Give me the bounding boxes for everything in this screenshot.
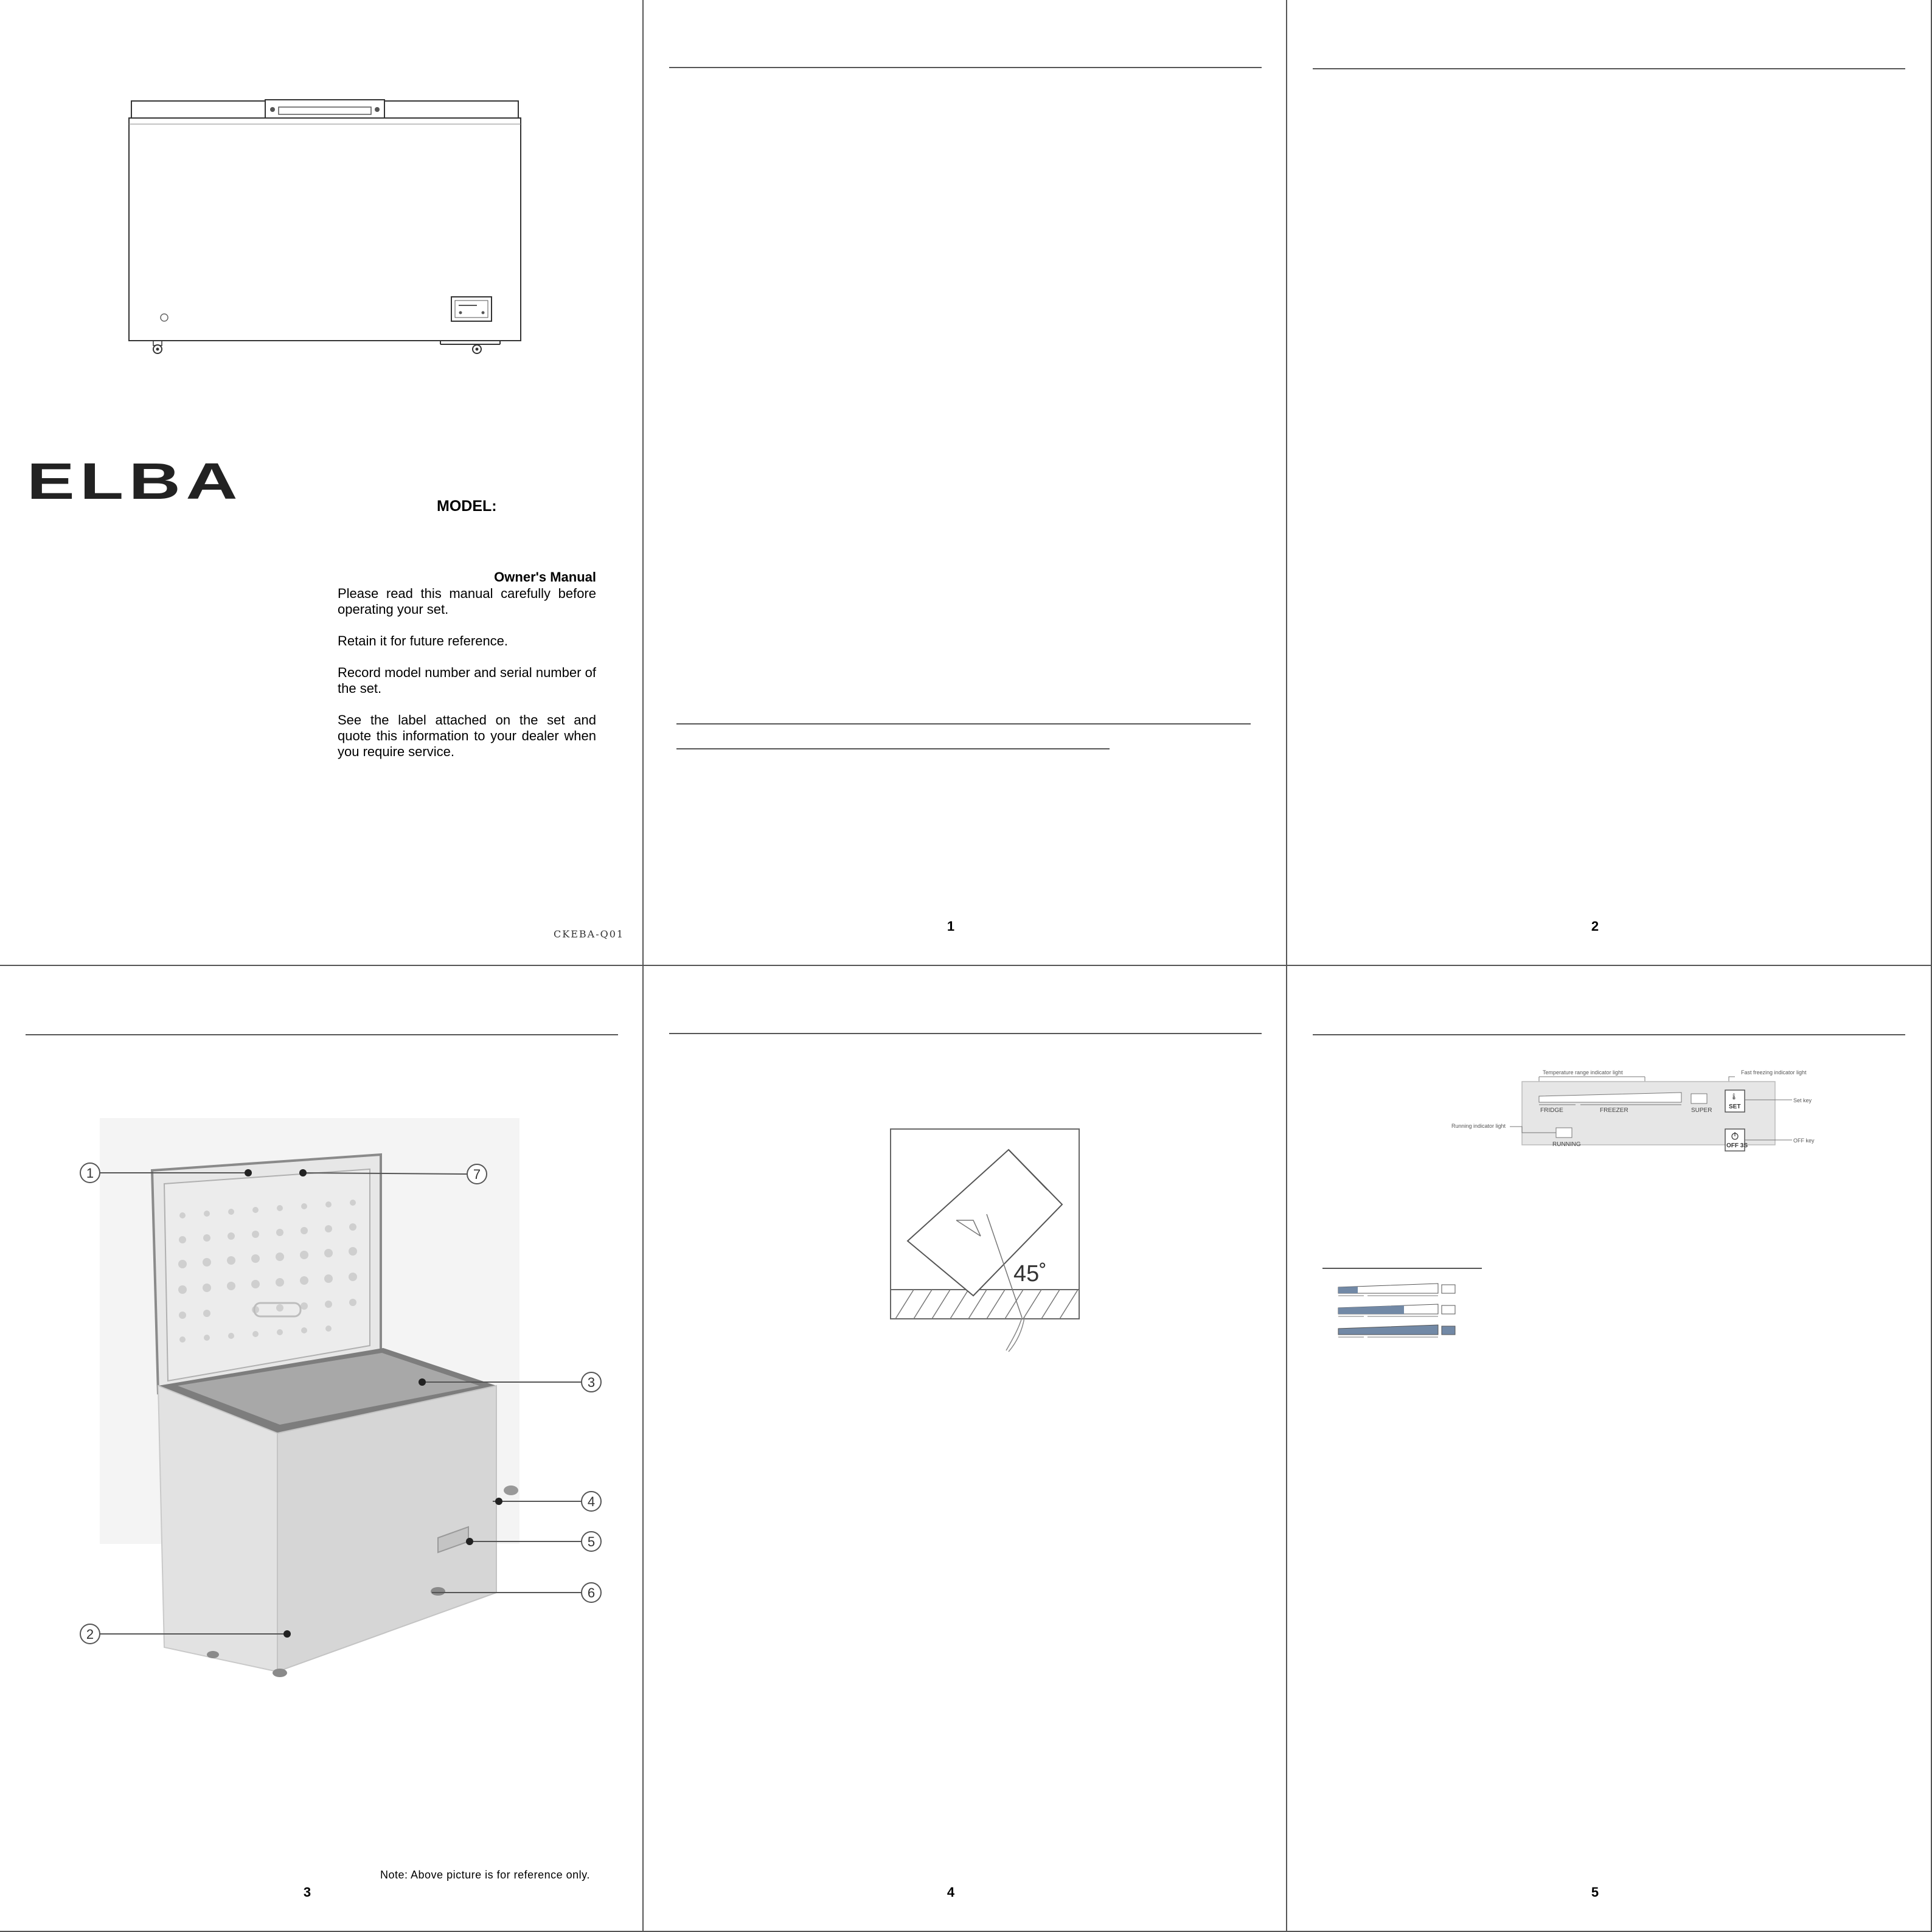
callout-1-label: 1 xyxy=(86,1166,94,1181)
callout-6-label: 6 xyxy=(587,1585,596,1600)
header-rule xyxy=(26,1034,618,1035)
page-1 xyxy=(644,0,1287,966)
header-rule xyxy=(669,1033,1262,1034)
callout-4-label: 4 xyxy=(587,1494,596,1509)
instruction-label: See the label attached on the set and quote this information to your dealer when you require service. xyxy=(338,712,596,759)
freezer-label: FREEZER xyxy=(1600,1107,1628,1114)
instruction-read: Please read this manual carefully before operating your set. xyxy=(338,586,596,617)
section-rule xyxy=(1322,1268,1482,1269)
page-number: 3 xyxy=(303,1885,311,1900)
cover-panel xyxy=(0,0,644,966)
chest-freezer-front-drawing xyxy=(122,97,529,359)
header-rule xyxy=(1313,68,1905,69)
blank-line xyxy=(676,748,1110,749)
tilt-angle-diagram xyxy=(889,1129,1084,1360)
svg-text:ELBA: ELBA xyxy=(27,453,243,510)
freezer-parts-diagram xyxy=(73,1057,608,1642)
instruction-retain: Retain it for future reference. xyxy=(338,633,509,648)
instruction-record: Record model number and serial number of the set. xyxy=(338,665,596,696)
document-code: CKEBA-Q01 xyxy=(554,928,625,940)
angle-label: 45˚ xyxy=(1013,1261,1047,1287)
temp-range-indicator-label: Temperature range indicator light xyxy=(1543,1069,1623,1075)
page-number: 1 xyxy=(947,919,955,934)
blank-line xyxy=(676,723,1251,724)
page-3 xyxy=(0,966,644,1932)
elba-logo xyxy=(27,453,246,510)
set-key-label: SET xyxy=(1729,1103,1741,1110)
page-number: 2 xyxy=(1591,919,1599,934)
page-number: 5 xyxy=(1591,1885,1599,1900)
control-panel-diagram xyxy=(1451,1068,1877,1196)
callout-5-label: 5 xyxy=(587,1534,596,1549)
fridge-label: FRIDGE xyxy=(1540,1107,1563,1114)
header-rule xyxy=(669,67,1262,68)
callout-2-label: 2 xyxy=(86,1627,94,1642)
page-4 xyxy=(644,966,1287,1932)
model-label: MODEL: xyxy=(437,498,497,515)
fast-freeze-indicator-label: Fast freezing indicator light xyxy=(1741,1069,1807,1075)
callout-7-label: 7 xyxy=(473,1167,481,1182)
running-indicator-callout: Running indicator light xyxy=(1451,1123,1506,1129)
cover-instructions xyxy=(338,586,596,776)
callout-3-label: 3 xyxy=(587,1375,596,1390)
off-key-callout: OFF key xyxy=(1793,1138,1815,1144)
super-label: SUPER xyxy=(1691,1107,1712,1114)
header-rule xyxy=(1313,1034,1905,1035)
svg-text:🌡: 🌡 xyxy=(1730,1094,1738,1100)
page-number: 4 xyxy=(947,1885,955,1900)
owners-manual-title: Owner's Manual xyxy=(494,569,596,585)
indicator-state-examples xyxy=(1338,1284,1478,1344)
running-label: RUNNING xyxy=(1552,1141,1581,1148)
reference-note: Note: Above picture is for reference only. xyxy=(380,1869,590,1881)
page-5 xyxy=(1287,966,1932,1932)
page-2 xyxy=(1287,0,1932,966)
set-key-callout: Set key xyxy=(1793,1097,1812,1103)
off-key-label: OFF 3S xyxy=(1726,1142,1748,1149)
